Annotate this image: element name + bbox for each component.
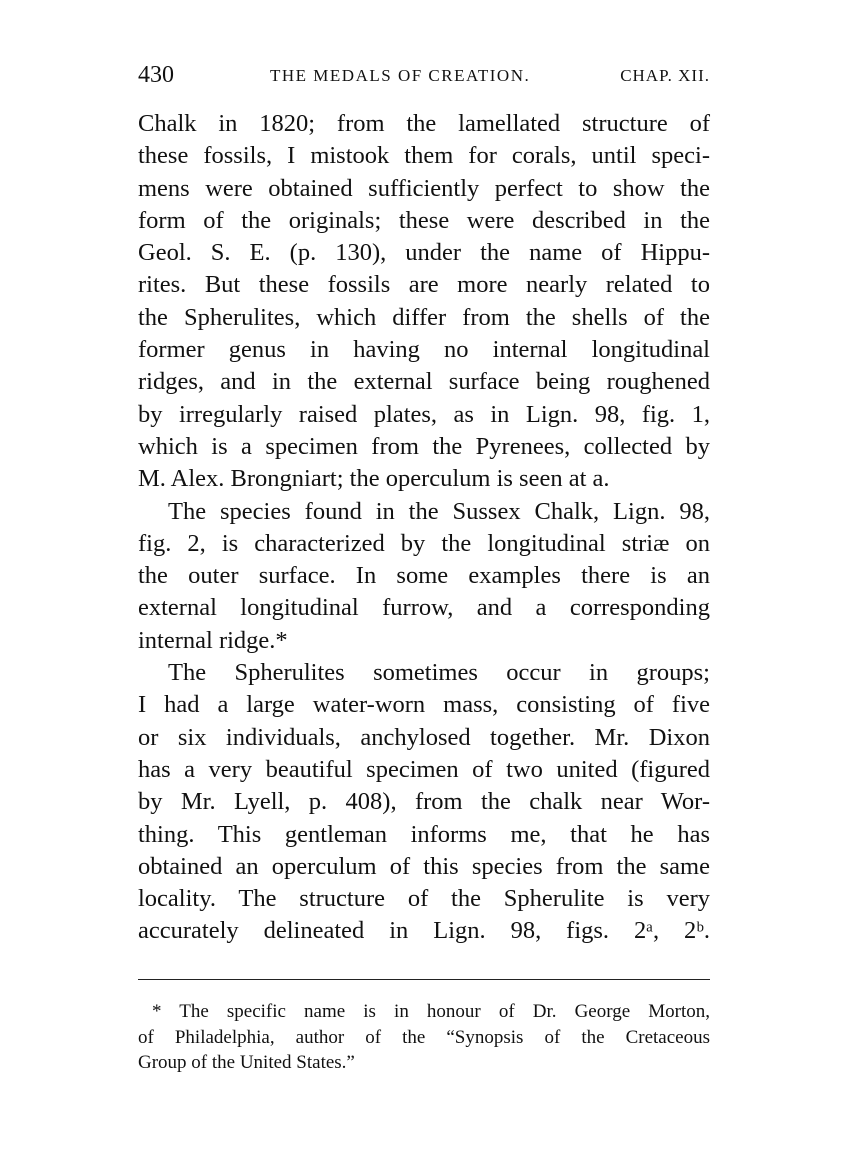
- text-line: Geol. S. E. (p. 130), under the name of Hippu-: [138, 239, 710, 267]
- page-number: 430: [138, 62, 174, 88]
- text-line: rites. But these fossils are more nearly related to: [138, 271, 710, 299]
- text-line: which is a specimen from the Pyrenees, collected by: [138, 432, 710, 460]
- text-line: former genus in having no internal longitudinal: [138, 336, 710, 364]
- text-line: mens were obtained sufficiently perfect to show the: [138, 174, 710, 202]
- footnote: [138, 999, 710, 1076]
- text-line: form of the originals; these were described in the: [138, 206, 710, 234]
- body-text: [138, 108, 710, 948]
- text-line: ridges, and in the external surface being roughened: [138, 368, 710, 396]
- text-line: external longitudinal furrow, and a corresponding: [138, 594, 710, 622]
- text-line: or six individuals, anchylosed together. Mr. Dixon: [138, 723, 710, 751]
- text-line: obtained an operculum of this species from the same: [138, 852, 710, 880]
- text-line: these fossils, I mistook them for corals, until speci-: [138, 142, 710, 170]
- footnote-line: * The specific name is in honour of Dr. George Morton,: [152, 1001, 710, 1022]
- chapter-label: CHAP. XII.: [620, 66, 710, 85]
- text-line: by Mr. Lyell, p. 408), from the chalk near Wor-: [138, 788, 710, 816]
- text-line: The Spherulites sometimes occur in groups;: [168, 659, 710, 687]
- footnote-line: Group of the United States.”: [138, 1052, 355, 1073]
- text-line: the Spherulites, which differ from the shells of the: [138, 303, 710, 331]
- text-line: accurately delineated in Lign. 98, figs. 2ᵃ, 2ᵇ.: [138, 917, 710, 945]
- page-header: [138, 62, 710, 96]
- text-line: fig. 2, is characterized by the longitudinal striæ on: [138, 529, 710, 557]
- text-line: thing. This gentleman informs me, that he has: [138, 820, 710, 848]
- footnote-line: of Philadelphia, author of the “Synopsis of the Cretaceous: [138, 1026, 710, 1048]
- text-line: Chalk in 1820; from the lamellated structure of: [138, 110, 710, 137]
- text-line: M. Alex. Brongniart; the operculum is seen at a.: [138, 465, 610, 493]
- text-line: The species found in the Sussex Chalk, Lign. 98,: [168, 497, 710, 525]
- text-line: has a very beautiful specimen of two united (figured: [138, 755, 710, 783]
- running-title: THE MEDALS OF CREATION.: [270, 66, 531, 85]
- footnote-divider: [138, 979, 710, 980]
- text-line: the outer surface. In some examples there is an: [138, 562, 710, 590]
- text-line: locality. The structure of the Spherulite is very: [138, 885, 710, 913]
- text-line: I had a large water-worn mass, consisting of five: [138, 691, 710, 719]
- text-line: internal ridge.*: [138, 626, 288, 654]
- text-line: by irregularly raised plates, as in Lign. 98, fig. 1,: [138, 400, 710, 428]
